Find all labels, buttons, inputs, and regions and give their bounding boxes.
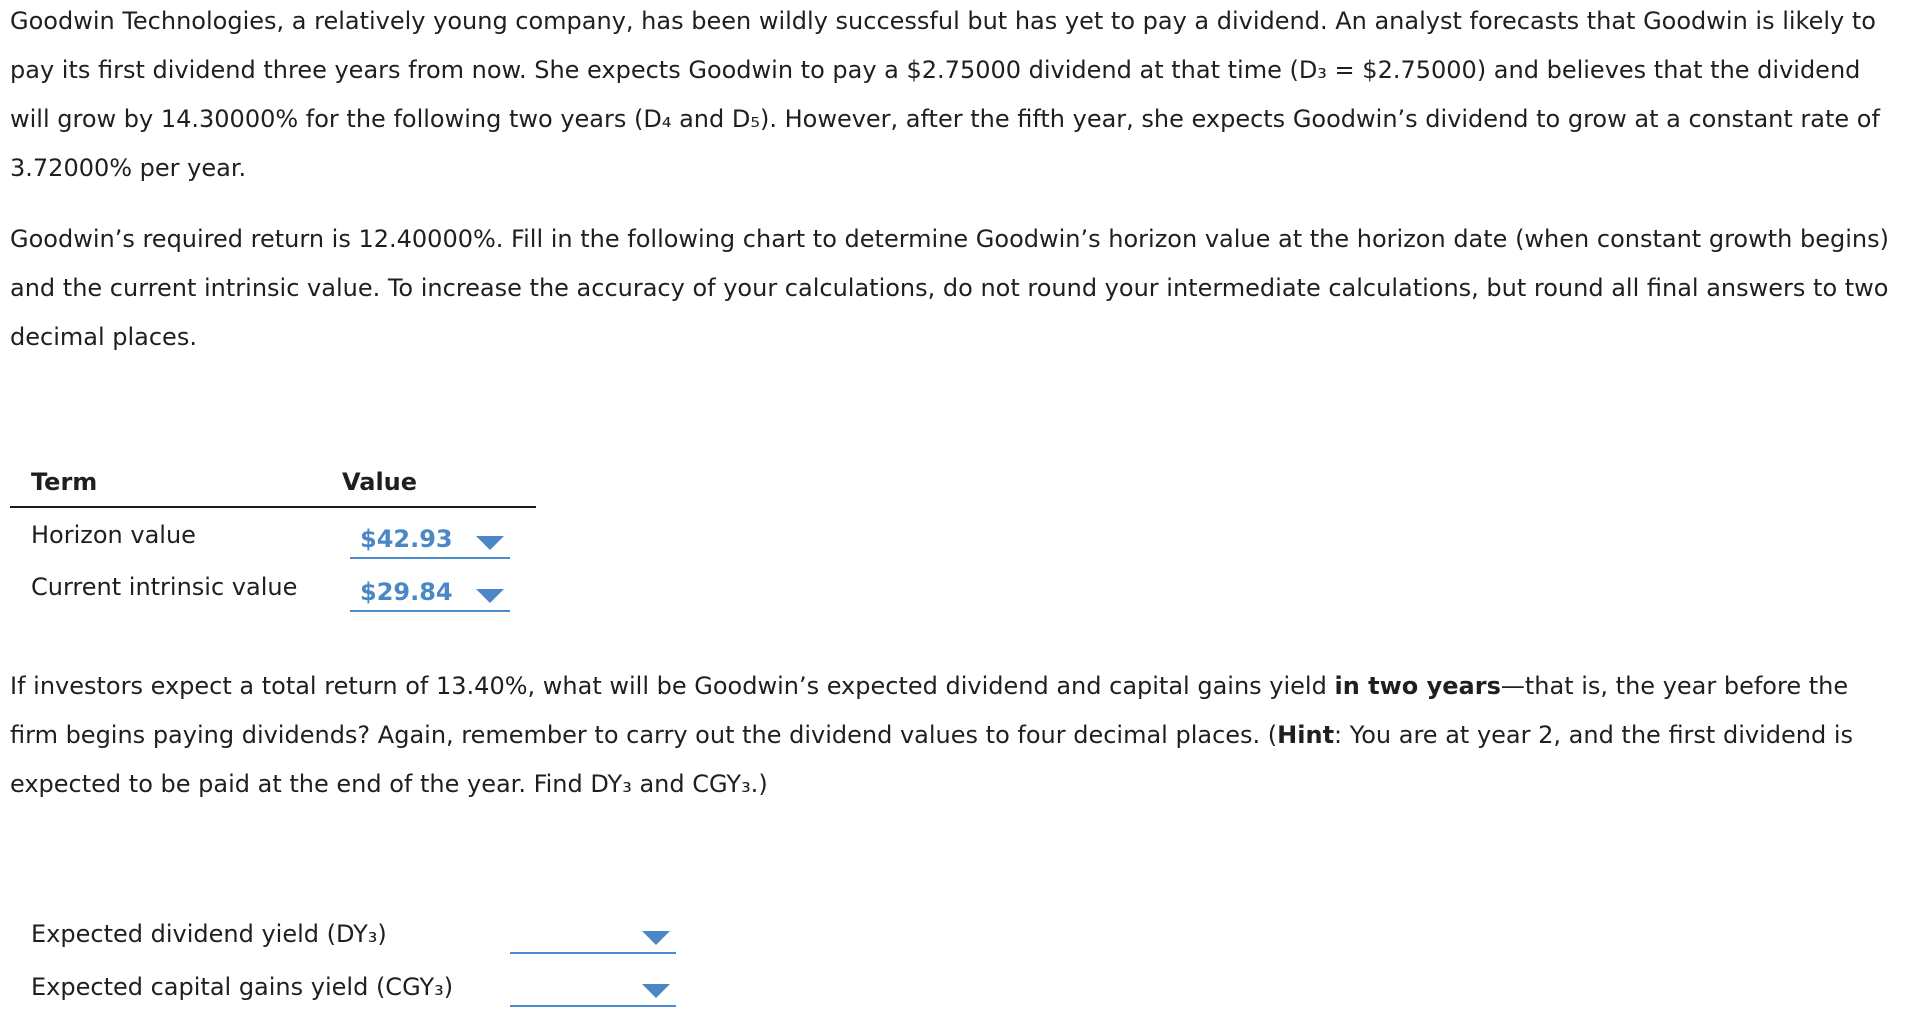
table-header-term: Term [31,468,98,496]
capital-gains-yield-dropdown[interactable] [510,965,676,1007]
horizon-value-dropdown[interactable] [350,517,510,559]
problem-instructions-paragraph: Goodwin’s required return is 12.40000%. Fill in the following chart to determine Goodwin’s horizon value at the horizon date (when constant growth begins) and the current intrinsic value. To increase the accuracy of your calculations, do not round your intermediate calculations, but round all final answers to two decimal places. [10,225,1889,351]
question-text-part1: If investors expect a total return of 13.40%, what will be Goodwin’s expected dividend and capital gains yield [10,672,1335,700]
current-intrinsic-value-dropdown[interactable] [350,570,510,612]
caret-down-icon [642,931,670,945]
question-text-part2: —that is, the year before the firm begins paying dividends? Again, remember to carry out the dividend values to four decimal places. ( [10,672,1849,749]
caret-down-icon [476,536,504,550]
table-header-value: Value [342,468,418,496]
problem-intro-paragraph: Goodwin Technologies, a relatively young company, has been wildly successful but has yet to pay a dividend. An analyst forecasts that Goodwin is likely to pay its first dividend three years from now. She expects Goodwin to pay a $2.75000 dividend at that time (D₃ = $2.75000) and believes that the dividend will grow by 14.30000% for the following two years (D₄ and D₅). However, after the fifth year, she expects Goodwin’s dividend to grow at a constant rate of 3.72000% per year. [10,7,1880,182]
horizon-value-selected: $42.93 [360,525,453,553]
horizon-value-label: Horizon value [31,521,196,549]
dividend-yield-label: Expected dividend yield (DY₃) [31,920,387,948]
table-header-divider [10,506,536,508]
yield-question-paragraph [10,662,1890,809]
current-intrinsic-value-selected: $29.84 [360,578,453,606]
question-bold-in-two-years: in two years [1334,672,1501,700]
question-bold-hint: Hint [1277,721,1335,749]
question-text-part3: : You are at year 2, and the first dividend is expected to be paid at the end of the year. Find DY₃ and CGY₃.) [10,721,1853,798]
dividend-yield-dropdown[interactable] [510,912,676,954]
current-intrinsic-value-label: Current intrinsic value [31,573,298,601]
capital-gains-yield-label: Expected capital gains yield (CGY₃) [31,973,454,1001]
caret-down-icon [642,984,670,998]
caret-down-icon [476,589,504,603]
